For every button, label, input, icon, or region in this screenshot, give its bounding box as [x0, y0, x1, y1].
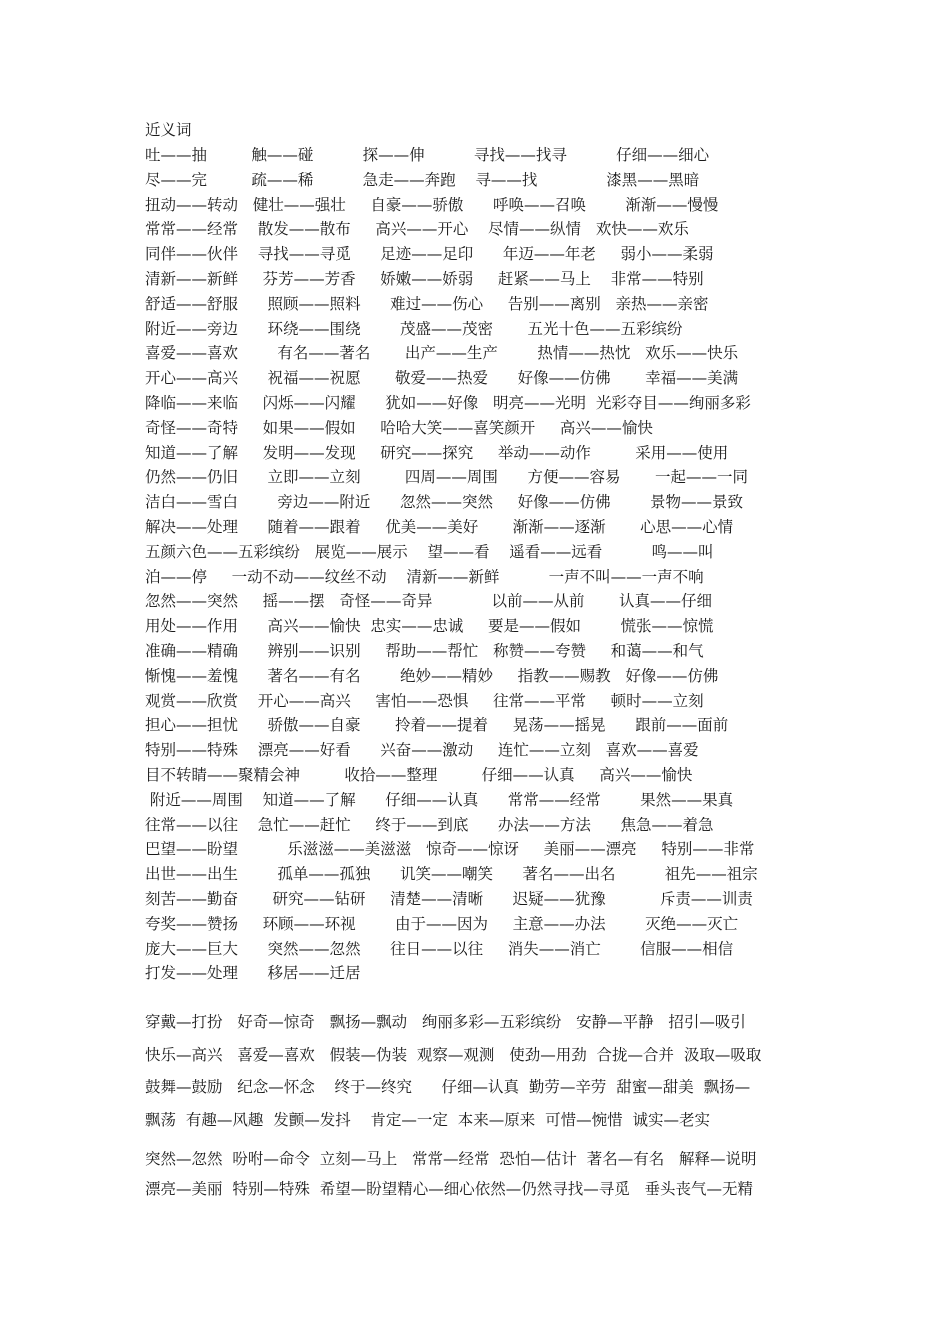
synonym-line: 吐——抽 触——碰 探——伸 寻找——找寻 仔细——细心 — [145, 146, 710, 164]
synonym-line: 忽然——突然 摇——摆 奇怪——奇异 以前——从前 认真——仔细 — [145, 592, 713, 611]
synonym-line: 喜爱——喜欢 有名——著名 出产——生产 热情——热忱 欢乐——快乐 — [145, 344, 739, 363]
synonym-line: 鼓舞—鼓励 纪念—怀念 终于—终究 仔细—认真 勤劳—辛劳 甜蜜—甜美 飘扬— — [145, 1078, 751, 1097]
document-body — [145, 118, 815, 1204]
synonym-line: 清新——新鲜 芬芳——芳香 娇嫩——娇弱 赶紧——马上 非常——特别 — [145, 269, 704, 288]
synonym-section-1 — [145, 143, 815, 986]
synonym-line: 漂亮—美丽 特别—特殊 希望—盼望精心—细心依然—仍然寻找—寻觅 垂头丧气—无精 — [145, 1180, 753, 1199]
synonym-line: 仍然——仍旧 立即——立刻 四周——周围 方便——容易 一起——一同 — [145, 468, 748, 487]
synonym-line: 夸奖——赞扬 环顾——环视 由于——因为 主意——办法 灭绝——灭亡 — [145, 914, 739, 933]
synonym-line: 用处——作用 高兴——愉快 忠实——忠诚 要是——假如 慌张——惊慌 — [145, 617, 714, 636]
synonym-line: 同伴——伙伴 寻找——寻觅 足迹——足印 年迈——年老 弱小——柔弱 — [145, 245, 714, 264]
section-gap — [145, 986, 815, 1006]
synonym-line: 观赏——欣赏 开心——高兴 害怕——恐惧 往常——平常 顿时——立刻 — [145, 691, 704, 710]
synonym-line: 泊——停 一动不动——纹丝不动 清新——新鲜 一声不叫——一声不响 — [145, 567, 704, 586]
synonym-line: 降临——来临 闪烁——闪耀 犹如——好像 明亮——光明 光彩夺目——绚丽多彩 — [145, 393, 751, 412]
synonym-line: 担心——担忧 骄傲——自豪 拎着——提着 晃荡——摇晃 跟前——面前 — [145, 716, 729, 735]
synonym-section-2 — [145, 1006, 815, 1136]
synonym-line: 庞大——巨大 突然——忽然 往日——以往 消失——消亡 信服——相信 — [145, 939, 734, 958]
synonym-line: 出世——出生 孤单——孤独 讥笑——嘲笑 著名——出名 祖先——祖宗 — [145, 865, 758, 884]
synonym-line: 尽——完 疏——稀 急走——奔跑 寻——找 漆黑——黑暗 — [145, 170, 700, 189]
synonym-line: 洁白——雪白 旁边——附近 忽然——突然 好像——仿佛 景物——景致 — [145, 493, 744, 512]
page-title: 近义词 — [145, 121, 192, 139]
synonym-line: 飘荡 有趣—风趣 发颤—发抖 肯定—一定 本来—原来 可惜—惋惜 诚实—老实 — [145, 1110, 710, 1129]
synonym-line: 刻苦——勤奋 研究——钻研 清楚——清晰 迟疑——犹豫 斥责——训责 — [145, 889, 753, 908]
synonym-line: 附近——旁边 环绕——围绕 茂盛——茂密 五光十色——五彩缤纷 — [145, 319, 683, 338]
synonym-line: 往常——以往 急忙——赶忙 终于——到底 办法——方法 焦急——着急 — [145, 815, 714, 834]
synonym-line: 突然—忽然 吩咐—命令 立刻—马上 常常—经常 恐怕—估计 著名—有名 解释—说明 — [145, 1150, 757, 1169]
section-gap — [145, 1136, 815, 1144]
synonym-line: 惭愧——羞愧 著名——有名 绝妙——精妙 指教——赐教 好像——仿佛 — [145, 666, 719, 685]
synonym-line: 常常——经常 散发——散布 高兴——开心 尽情——纵情 欢快——欢乐 — [145, 220, 689, 239]
synonym-line: 穿戴—打扮 好奇—惊奇 飘扬—飘动 绚丽多彩—五彩缤纷 安静—平静 招引—吸引 — [145, 1013, 746, 1032]
synonym-line: 开心——高兴 祝福——祝愿 敬爱——热爱 好像——仿佛 幸福——美满 — [145, 369, 739, 388]
synonym-line: 特别——特殊 漂亮——好看 兴奋——激动 连忙——立刻 喜欢——喜爱 — [145, 741, 699, 760]
synonym-line: 知道——了解 发明——发现 研究——探究 举动——动作 采用——使用 — [145, 443, 729, 462]
synonym-line: 舒适——舒服 照顾——照料 难过——伤心 告别——离别 亲热——亲密 — [145, 294, 709, 313]
synonym-line: 目不转睛——聚精会神 收拾——整理 仔细——认真 高兴——愉快 — [145, 765, 693, 784]
synonym-line: 扭动——转动 健壮——强壮 自豪——骄傲 呼唤——召唤 渐渐——慢慢 — [145, 195, 719, 214]
synonym-line: 快乐—高兴 喜爱—喜欢 假装—伪装 观察—观测 使劲—用劲 合拢—合并 汲取—吸取 — [145, 1045, 762, 1064]
synonym-section-3 — [145, 1144, 815, 1204]
synonym-line: 准确——精确 辨别——识别 帮助——帮忙 称赞——夸赞 和蔼——和气 — [145, 641, 704, 660]
synonym-line: 打发——处理 移居——迁居 — [145, 964, 361, 983]
synonym-line: 解决——处理 随着——跟着 优美——美好 渐渐——逐渐 心思——心情 — [145, 517, 734, 536]
synonym-line: 附近——周围 知道——了解 仔细——认真 常常——经常 果然——果真 — [145, 790, 734, 809]
synonym-line: 五颜六色——五彩缤纷 展览——展示 望——看 遥看——远看 鸣——叫 — [145, 542, 714, 561]
synonym-line: 巴望——盼望 乐滋滋——美滋滋 惊奇——惊讶 美丽——漂亮 特别——非常 — [145, 840, 755, 859]
synonym-line: 奇怪——奇特 如果——假如 哈哈大笑——喜笑颜开 高兴——愉快 — [145, 418, 653, 437]
